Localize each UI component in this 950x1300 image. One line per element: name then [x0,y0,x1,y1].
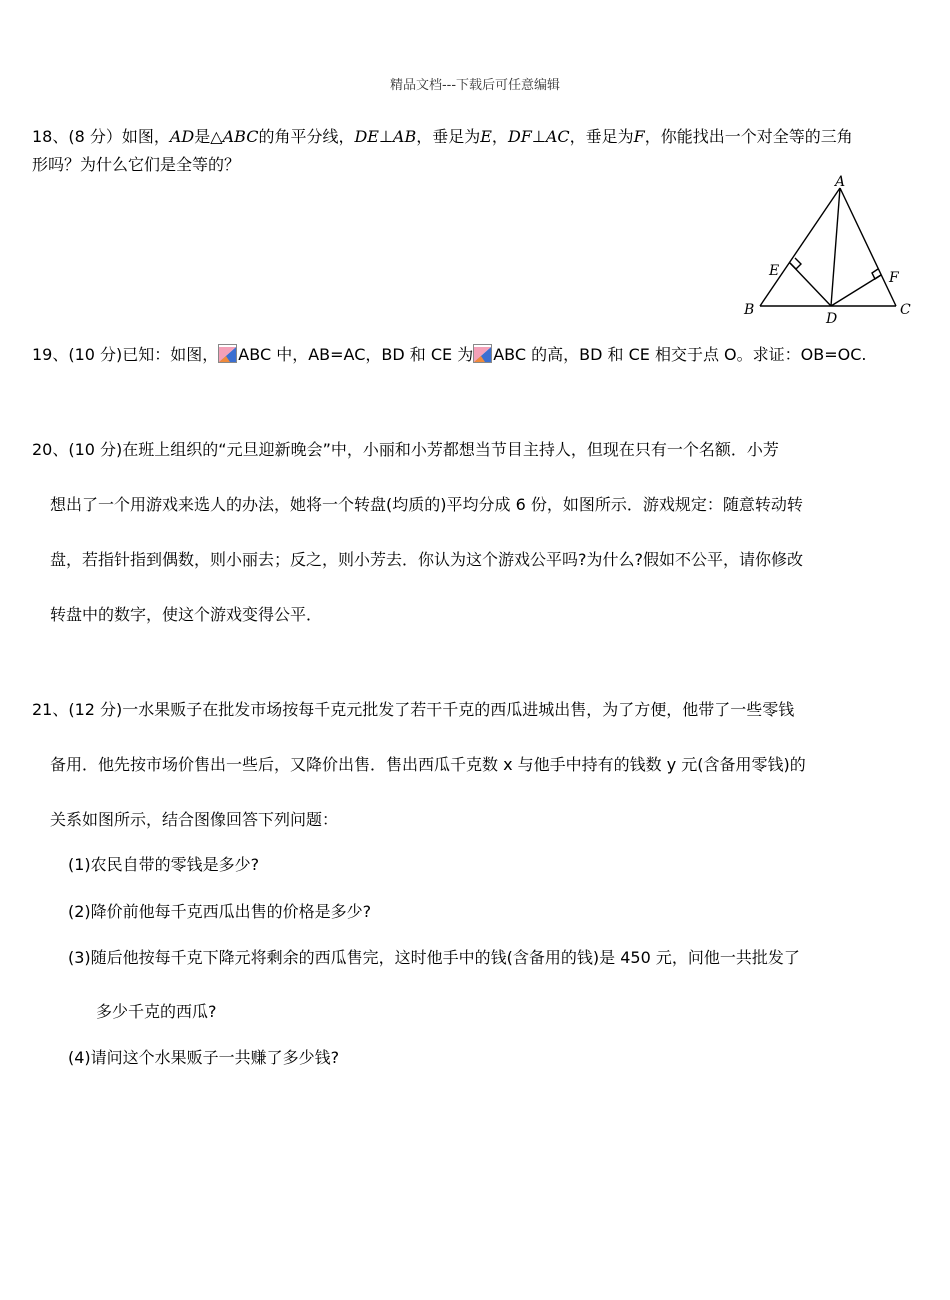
triangle-icon [218,344,237,363]
side-ab [760,188,840,306]
label-b: B [744,302,755,318]
q18-prefix: 18、(8 分）如图， [32,127,170,146]
q21-sub-3-cont: 多少千克的西瓜? [96,1002,217,1021]
q18-text: ， [491,127,508,146]
q18-text: 是△ [194,127,223,146]
label-f: F [889,270,899,286]
q18-e: E [480,127,492,146]
q20-line-3: 盘，若指针指到偶数，则小丽去；反之，则小芳去．你认为这个游戏公平吗?为什么?假如不公平，请你修改 [50,550,803,569]
segment-df [831,275,881,306]
label-a: A [835,174,846,190]
q21-sub-3: (3)随后他按每千克下降元将剩余的西瓜售完，这时他手中的钱(含备用的钱)是 450 元，问他一共批发了 [68,948,800,967]
q18-ad: AD [169,127,195,146]
q18-ab: AB [392,127,417,146]
q18-f: F [633,127,645,146]
q21-sub-1: (1)农民自带的零钱是多少? [68,855,260,874]
q18-text: 的角平分线， [258,127,355,146]
side-ac [840,188,896,306]
q18-line-1 [32,127,853,147]
q18-perp: ⊥ [378,127,393,146]
triangle-icon [473,344,492,363]
q18-abc: ABC [222,127,259,146]
label-d: D [826,311,838,324]
page-header: 精品文档---下载后可任意编辑 [389,78,561,93]
q19-part-2: ABC 中，AB=AC，BD 和 CE 为 [238,345,474,364]
q21-line-2: 备用．他先按市场价售出一些后，又降价出售．售出西瓜千克数 x 与他手中持有的钱数 y 元(含备用零钱)的 [50,755,806,774]
q21-line-1: 21、(12 分)一水果贩子在批发市场按每千克元批发了若干千克的西瓜进城出售，为了方便，他带了一些零钱 [32,700,795,719]
triangle-figure [738,172,924,324]
q20-line-4: 转盘中的数字，使这个游戏变得公平． [50,605,323,624]
q18-df: DF [507,127,532,146]
q18-text: ，你能找出一个对全等的三角 [644,127,853,146]
q18-line-2: 形吗？为什么它们是全等的？ [32,155,241,174]
q21-sub-4: (4)请问这个水果贩子一共赚了多少钱? [68,1048,340,1067]
q20-line-2: 想出了一个用游戏来选人的办法，她将一个转盘(均质的)平均分成 6 份，如图所示．游戏规定：随意转动转 [50,495,803,514]
label-e: E [769,263,780,279]
q18-de: DE [354,127,379,146]
q18-perp: ⊥ [531,127,546,146]
q19-line [32,344,866,365]
q20-line-1: 20、(10 分)在班上组织的“元旦迎新晚会”中，小丽和小芳都想当节目主持人，但现在只有一个名额．小芳 [32,440,779,459]
q18-text: ，垂足为 [569,127,634,146]
q21-line-3: 关系如图所示，结合图像回答下列问题： [50,810,339,829]
q19-part-1: 19、(10 分)已知：如图， [32,345,219,364]
label-c: C [900,302,911,318]
q21-sub-2: (2)降价前他每千克西瓜出售的价格是多少? [68,902,372,921]
q18-ac: AC [545,127,570,146]
q19-part-3: ABC 的高，BD 和 CE 相交于点 O。求证：OB=OC. [493,345,867,364]
q18-text: ，垂足为 [416,127,481,146]
segment-ad [831,188,840,306]
